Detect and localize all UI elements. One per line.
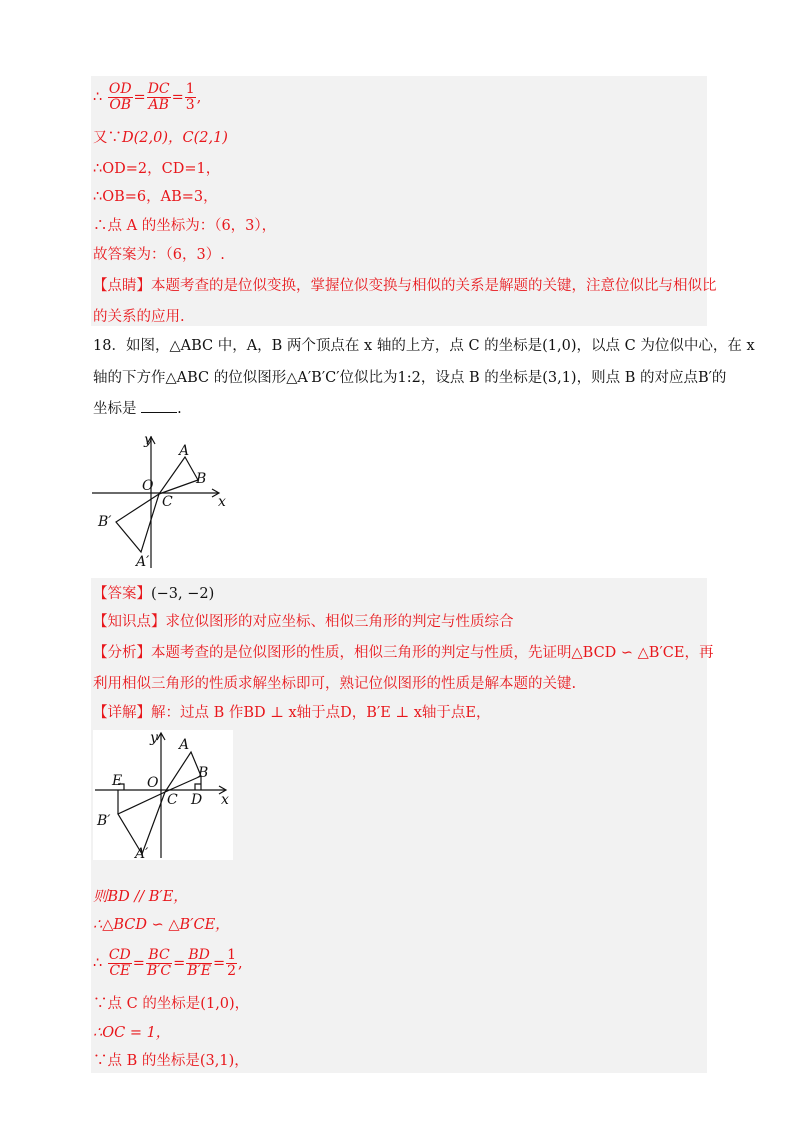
fig2-label-o: O — [147, 775, 159, 791]
figure-2-coordinate-diagram — [93, 730, 233, 860]
figure-1-coordinate-diagram — [88, 430, 238, 570]
step-point-c: ∵点 C 的坐标是(1,0)， — [93, 996, 250, 1012]
fig1-label-a: A — [179, 443, 190, 459]
step-ratio: ∴ $\frac{CD}{CE}$ = $\frac{BC}{B'C}$ = $\frac{BD}{B'E}$ = $\frac{1}{2}$ , — [93, 947, 243, 979]
fig1-label-o: O — [142, 478, 154, 494]
fig1-label-b-prime: B′ — [98, 514, 112, 530]
step-oc: ∴OC = 1， — [93, 1025, 171, 1041]
fig2-label-y: y — [150, 730, 158, 746]
fig2-label-a: A — [179, 737, 190, 753]
answer-tag-line: 【答案】(−3, −2) — [93, 586, 215, 602]
fig2-label-b-prime: B′ — [97, 813, 111, 829]
answer-line: 故答案为：（6，3）. — [93, 247, 225, 263]
ob-ab-line: ∴OB=6，AB=3， — [93, 189, 218, 205]
fraction-od-ob: $\frac{OD}{OB}$ — [108, 81, 132, 113]
fraction-bc-b1c: $\frac{BC}{B'C}$ — [146, 947, 172, 979]
detail-line: 【详解】解：过点 B 作BD ⊥ x轴于点D，B′E ⊥ x轴于点E， — [93, 705, 491, 721]
answer-value: (−3, −2) — [151, 586, 215, 602]
fig1-triangle-abc — [159, 457, 198, 494]
fraction-bd-b1e: $\frac{BD}{B'E}$ — [187, 947, 211, 979]
fraction-one-half: $\frac{1}{2}$ — [227, 947, 237, 979]
point-a-line: ∴点 A 的坐标为：（6，3）， — [93, 218, 277, 234]
fig2-label-a-prime: A′ — [135, 846, 149, 860]
step-similar: ∴△BCD ∽ △B′CE， — [93, 917, 230, 933]
fig2-label-x: x — [221, 792, 229, 808]
problem-18-line-2: 轴的下方作△ABC 的位似图形△A′B′C′位似比为1:2，设点 B 的坐标是(3,1)，则点 B 的对应点B′的 — [93, 370, 727, 386]
fraction-cd-ce: $\frac{CD}{CE}$ — [108, 947, 131, 979]
od-cd-line: ∴OD=2，CD=1， — [93, 161, 221, 177]
answer-blank — [141, 398, 177, 413]
step-point-b: ∵点 B 的坐标是(3,1)， — [93, 1053, 249, 1069]
fig2-label-e: E — [112, 773, 123, 789]
knowledge-line: 【知识点】求位似图形的对应坐标、相似三角形的判定与性质综合 — [93, 614, 514, 630]
fig2-label-c: C — [167, 792, 178, 808]
comment-line-2: 的关系的应用. — [93, 309, 185, 325]
analysis-line-2: 利用相似三角形的性质求解坐标即可，熟记位似图形的性质是解本题的关键. — [93, 676, 577, 692]
fig1-label-b: B — [196, 471, 207, 487]
fig2-label-d: D — [191, 792, 203, 808]
fig2-label-b: B — [198, 765, 209, 781]
fig1-label-y: y — [144, 432, 152, 448]
fraction-one-third: $\frac{1}{3}$ — [185, 81, 195, 113]
fig1-label-x: x — [218, 494, 226, 510]
comment-line-1: 【点睛】本题考查的是位似变换，掌握位似变换与相似的关系是解题的关键，注意位似比与相似比 — [93, 278, 717, 294]
fig1-label-c: C — [162, 494, 173, 510]
fig1-label-a-prime: A′ — [136, 554, 150, 570]
problem-18-line-1: 18．如图，△ABC 中，A，B 两个顶点在 x 轴的上方，点 C 的坐标是(1,0)，以点 C 为位似中心，在 x — [93, 338, 755, 354]
analysis-line-1: 【分析】本题考查的是位似图形的性质，相似三角形的判定与性质，先证明△BCD ∽ △B′CE，再 — [93, 645, 714, 661]
fig1-triangle-a1b1c1 — [116, 494, 159, 552]
problem-18-line-3: 坐标是 . — [93, 398, 182, 419]
fraction-dc-ab: $\frac{DC}{AB}$ — [147, 81, 170, 113]
ratio-line: ∴ $\frac{OD}{OB}$ = $\frac{DC}{AB}$ = $\frac{1}{3}$ , — [93, 81, 202, 113]
step-parallel: 则BD // B′E， — [93, 889, 188, 905]
given-points-line: 又∵D(2,0)，C(2,1) — [93, 130, 228, 146]
